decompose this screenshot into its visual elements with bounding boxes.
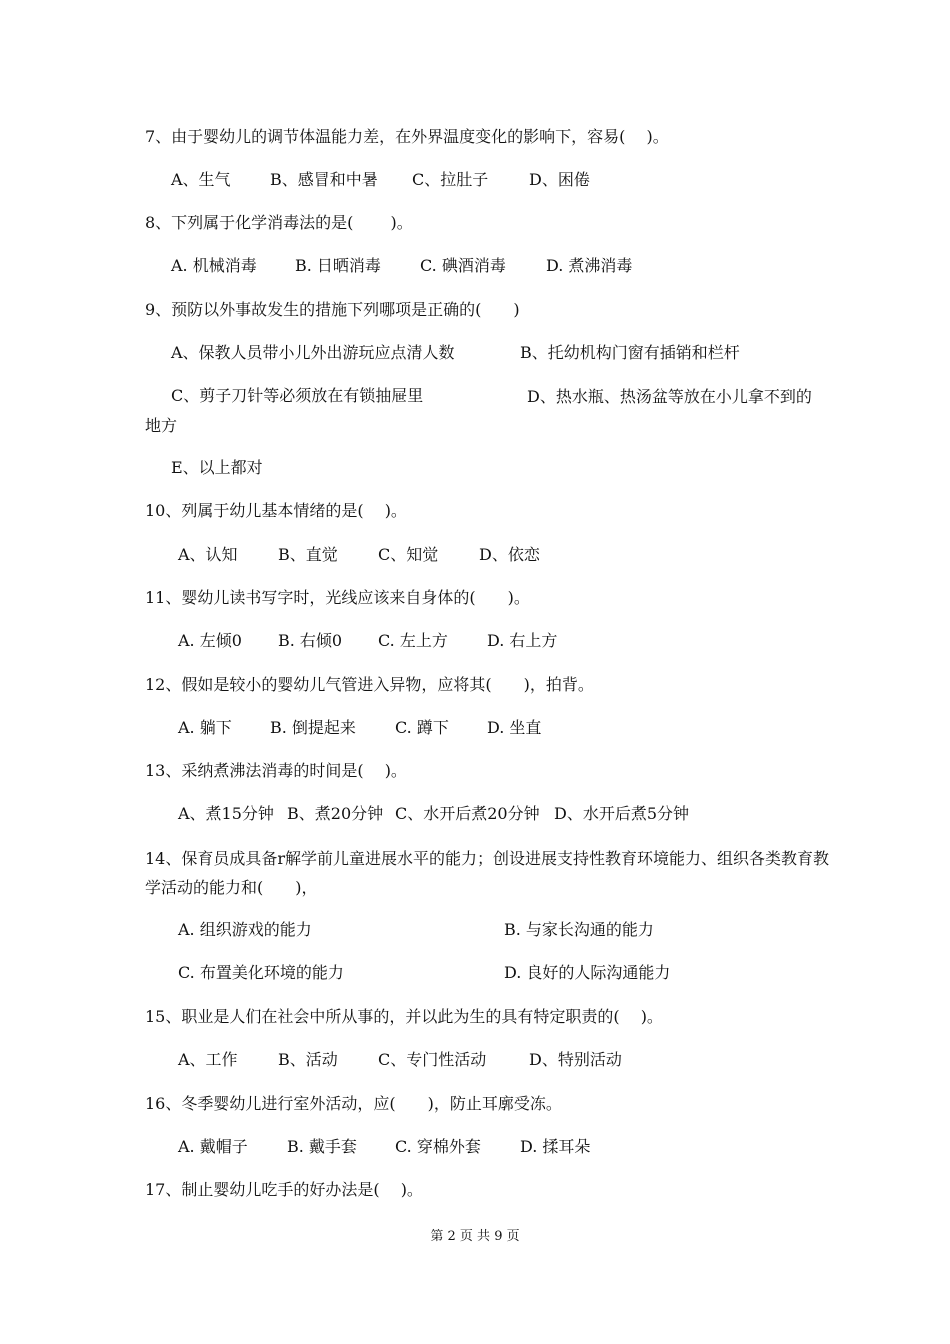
question-12-option-c: C. 蹲下 [395, 718, 449, 737]
question-8-option-a: A. 机械消毒 [171, 256, 257, 275]
question-15-option-b: B、活动 [278, 1050, 338, 1069]
question-16-option-d: D. 揉耳朵 [520, 1137, 591, 1156]
question-15-option-a: A、工作 [178, 1050, 238, 1069]
question-10-stem: 10、列属于幼儿基本情绪的是( )。 [145, 501, 407, 520]
question-13-option-b: B、煮20分钟 [287, 804, 384, 823]
question-14-stem: 14、保育员成具备r解学前儿童进展水平的能力；创设进展支持性教育环境能力、组织各类教育教学活动的能力和( )， [145, 849, 830, 897]
question-9-stem: 9、预防以外事故发生的措施下列哪项是正确的( ) [145, 300, 520, 319]
question-7-option-a: A、生气 [171, 170, 231, 189]
question-11-option-b: B. 右倾0 [278, 631, 343, 650]
question-13-stem: 13、采纳煮沸法消毒的时间是( )。 [145, 761, 407, 780]
question-7-option-d: D、困倦 [529, 170, 590, 189]
question-11-stem: 11、婴幼儿读书写字时，光线应该来自身体的( )。 [145, 588, 530, 607]
question-12-option-b: B. 倒提起来 [270, 718, 356, 737]
question-10-option-a: A、认知 [178, 545, 238, 564]
question-16-option-c: C. 穿棉外套 [395, 1137, 481, 1156]
question-8-option-c: C. 碘酒消毒 [420, 256, 506, 275]
question-17-stem: 17、制止婴幼儿吃手的好办法是( )。 [145, 1180, 423, 1199]
question-16-option-b: B. 戴手套 [287, 1137, 357, 1156]
question-15-option-d: D、特别活动 [529, 1050, 622, 1069]
question-9-option-c: C、剪子刀针等必须放在有锁抽屉里 [171, 386, 424, 405]
question-9-option-d: D、热水瓶、热汤盆等放在小儿拿不到的地方 [145, 387, 812, 435]
question-16-option-a: A. 戴帽子 [178, 1137, 248, 1156]
question-10-option-b: B、直觉 [278, 545, 338, 564]
question-15-option-c: C、专门性活动 [378, 1050, 487, 1069]
question-10-option-c: C、知觉 [378, 545, 439, 564]
question-14-option-a: A. 组织游戏的能力 [178, 920, 312, 939]
question-15-stem: 15、职业是人们在社会中所从事的，并以此为生的具有特定职责的( )。 [145, 1007, 663, 1026]
question-13-option-d: D、水开后煮5分钟 [554, 804, 690, 823]
question-13-option-a: A、煮15分钟 [178, 804, 274, 823]
question-14-option-c: C. 布置美化环境的能力 [178, 963, 344, 982]
question-9-option-e: E、以上都对 [171, 458, 263, 477]
question-8-stem: 8、下列属于化学消毒法的是( )。 [145, 213, 413, 232]
question-12-option-d: D. 坐直 [487, 718, 542, 737]
question-7-option-c: C、拉肚子 [412, 170, 489, 189]
question-16-stem: 16、冬季婴幼儿进行室外活动，应( )，防止耳廓受冻。 [145, 1094, 562, 1113]
question-11-option-a: A. 左倾0 [178, 631, 242, 650]
question-8-option-b: B. 日晒消毒 [295, 256, 381, 275]
question-11-option-c: C. 左上方 [378, 631, 448, 650]
question-7-stem: 7、由于婴幼儿的调节体温能力差，在外界温度变化的影响下，容易( )。 [145, 127, 669, 146]
question-9-option-a: A、保教人员带小儿外出游玩应点清人数 [171, 343, 455, 362]
question-10-option-d: D、依恋 [479, 545, 540, 564]
question-9-option-b: B、托幼机构门窗有插销和栏杆 [520, 343, 740, 362]
question-7-option-b: B、感冒和中暑 [270, 170, 378, 189]
question-14-option-d: D. 良好的人际沟通能力 [504, 963, 671, 982]
question-13-option-c: C、水开后煮20分钟 [395, 804, 540, 823]
question-12-stem: 12、假如是较小的婴幼儿气管进入异物，应将其( )，拍背。 [145, 675, 594, 694]
question-12-option-a: A. 躺下 [178, 718, 232, 737]
question-11-option-d: D. 右上方 [487, 631, 558, 650]
question-8-option-d: D. 煮沸消毒 [546, 256, 633, 275]
question-14-option-b: B. 与家长沟通的能力 [504, 920, 654, 939]
page-footer: 第 2 页 共 9 页 [430, 1229, 520, 1244]
